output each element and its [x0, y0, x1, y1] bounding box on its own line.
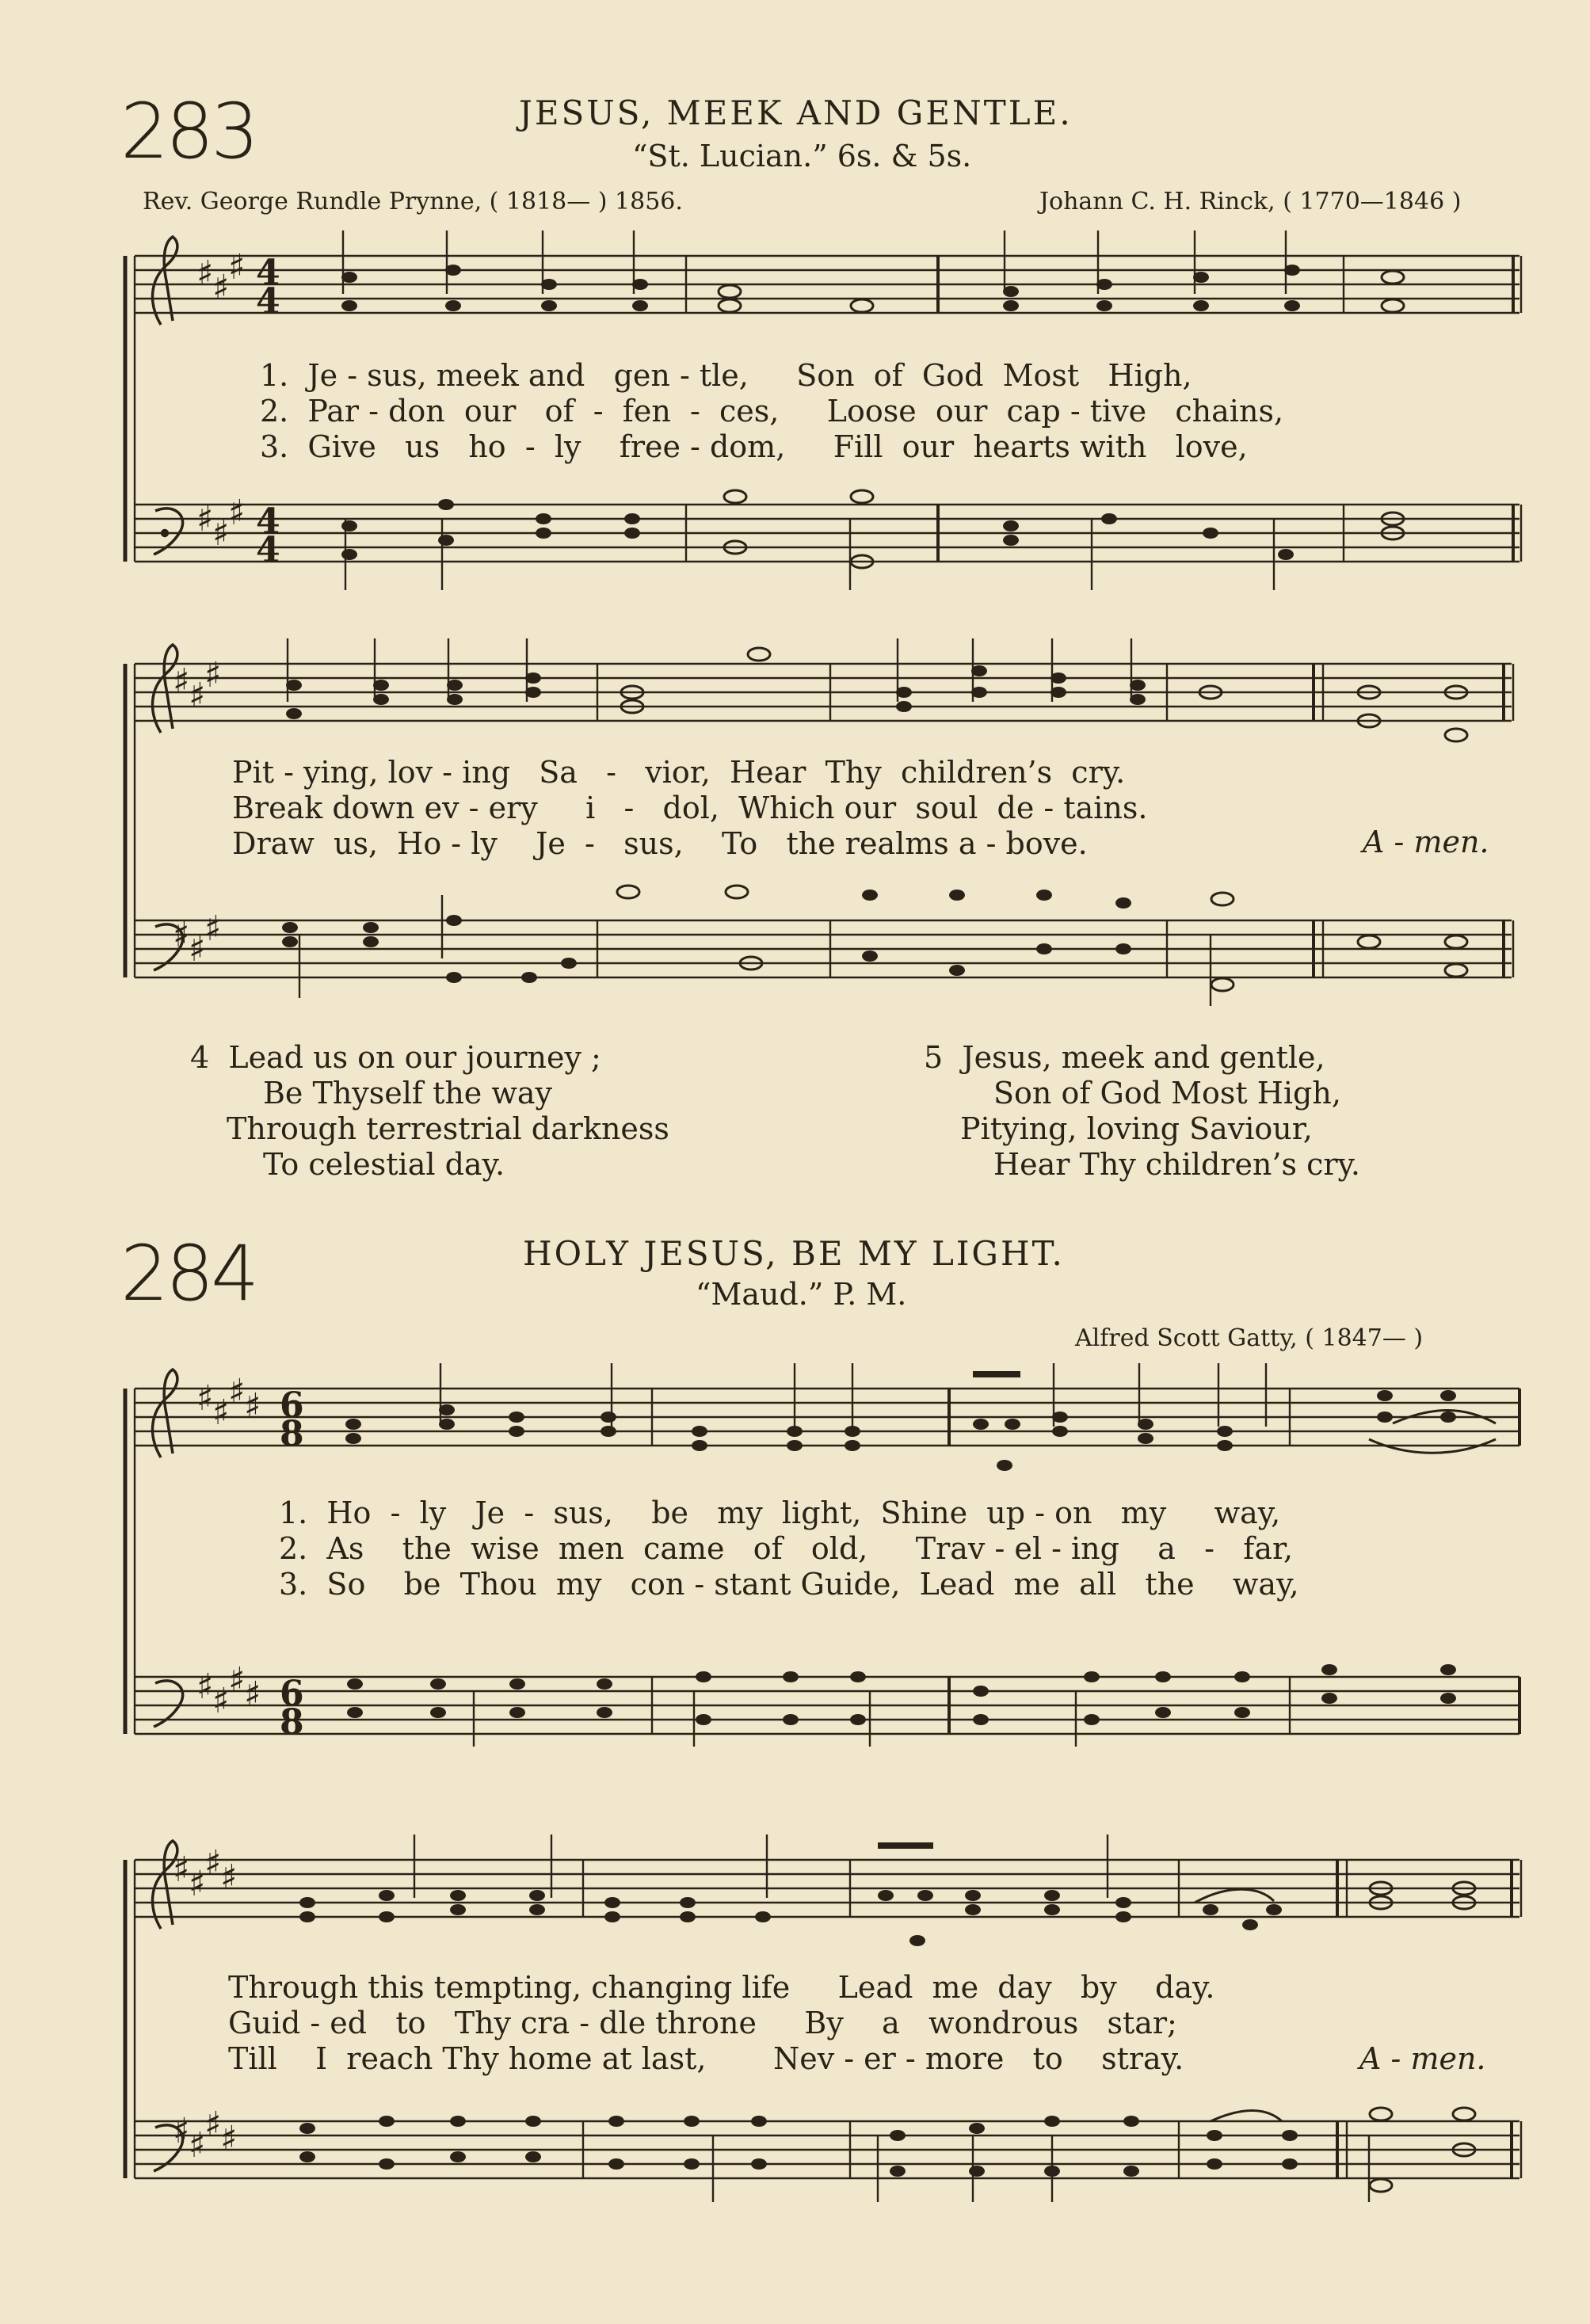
- lyric-line: Till I reach Thy home at last, Nev - er - more to stray.: [228, 2041, 1184, 2076]
- tune-name-284: “Maud.” P. M.: [696, 1277, 907, 1312]
- svg-text:♯: ♯: [196, 1667, 214, 1707]
- stanza-line: To celestial day.: [263, 1147, 505, 1182]
- svg-text:♯: ♯: [189, 2125, 206, 2166]
- svg-text:♯: ♯: [220, 2119, 238, 2159]
- svg-text:♯: ♯: [204, 655, 222, 695]
- stanza-line: Son of God Most High,: [993, 1076, 1341, 1111]
- amen-284: A - men.: [1359, 2041, 1486, 2076]
- lyric-line: Break down ev - ery i - dol, Which our soul de - tains.: [232, 791, 1148, 825]
- svg-text:8: 8: [280, 1702, 304, 1743]
- stanza-4: [190, 1040, 669, 1183]
- lyric-line: 3. So be Thou my con - stant Guide, Lead me all the way,: [279, 1567, 1299, 1602]
- svg-text:♯: ♯: [196, 253, 214, 294]
- svg-text:♯: ♯: [204, 909, 222, 949]
- lyrics-block-283-1: [260, 358, 1283, 465]
- lyric-line: 1. Je - sus, meek and gen - tle, Son of God Most High,: [260, 358, 1192, 393]
- svg-text:♯: ♯: [173, 661, 190, 702]
- lyric-line: 1. Ho - ly Je - sus, be my light, Shine up - on my way,: [279, 1495, 1281, 1530]
- svg-text:8: 8: [280, 1414, 304, 1454]
- svg-text:♯: ♯: [189, 676, 206, 716]
- svg-text:♯: ♯: [189, 1864, 206, 1904]
- svg-text:♯: ♯: [196, 499, 214, 539]
- svg-text:♯: ♯: [212, 1681, 230, 1721]
- amen-283: A - men.: [1363, 825, 1489, 859]
- hymn-number-284: 284: [120, 1229, 257, 1318]
- svg-text:4: 4: [256, 530, 280, 570]
- svg-text:4: 4: [256, 281, 280, 322]
- svg-text:♯: ♯: [244, 1674, 261, 1715]
- lyrics-block-284-2: [228, 1970, 1215, 2077]
- svg-text:♯: ♯: [204, 1843, 222, 1884]
- stanza-line: Pitying, loving Saviour,: [960, 1111, 1313, 1146]
- lyric-line: 3. Give us ho - ly free - dom, Fill our hearts with love,: [260, 429, 1248, 464]
- svg-text:♯: ♯: [173, 1850, 190, 1890]
- svg-text:♯: ♯: [189, 929, 206, 970]
- svg-text:♯: ♯: [212, 268, 230, 308]
- svg-text:♯: ♯: [196, 1378, 214, 1419]
- svg-text:♯: ♯: [212, 1392, 230, 1433]
- tune-name-283: “St. Lucian.” 6s. & 5s.: [632, 139, 972, 173]
- svg-text:♯: ♯: [220, 1857, 238, 1898]
- lyric-line: 2. Par - don our of - fen - ces, Loose our cap - tive chains,: [260, 394, 1284, 429]
- svg-text:♯: ♯: [204, 2105, 222, 2145]
- svg-text:4: 4: [256, 501, 280, 542]
- lyric-line: 2. As the wise men came of old, Trav - el - ing a - far,: [279, 1531, 1294, 1566]
- svg-text:6: 6: [280, 1674, 304, 1714]
- svg-text:♯: ♯: [228, 1660, 246, 1701]
- lyrics-block-284-1: [279, 1495, 1299, 1602]
- svg-text:♯: ♯: [212, 513, 230, 554]
- stanza-5: [924, 1040, 1360, 1183]
- lyric-line: Draw us, Ho - ly Je - sus, To the realms a - bove.: [232, 826, 1088, 861]
- hymn-title-284: HOLY JESUS, BE MY LIGHT.: [523, 1234, 1065, 1273]
- svg-text:6: 6: [280, 1385, 304, 1426]
- lyric-line: Pit - ying, lov - ing Sa - vior, Hear Thy children’s cry.: [232, 755, 1126, 790]
- stanza-line: 4 Lead us on our journey ;: [190, 1040, 601, 1075]
- lyrics-block-283-2: [232, 755, 1147, 862]
- lyric-line: Guid - ed to Thy cra - dle throne By a wondrous star;: [228, 2006, 1177, 2040]
- composer-credit-283: Johann C. H. Rinck, ( 1770—1846 ): [1039, 188, 1462, 215]
- stanza-line: Through terrestrial darkness: [227, 1111, 669, 1146]
- stanza-line: Hear Thy children’s cry.: [993, 1147, 1361, 1182]
- hymn-title-283: JESUS, MEEK AND GENTLE.: [519, 93, 1073, 132]
- svg-text:♯: ♯: [228, 493, 246, 533]
- svg-text:♯: ♯: [228, 247, 246, 288]
- svg-text:♯: ♯: [173, 915, 190, 955]
- svg-text:4: 4: [256, 253, 280, 293]
- stanza-line: 5 Jesus, meek and gentle,: [924, 1040, 1325, 1075]
- svg-text:♯: ♯: [228, 1372, 246, 1412]
- composer-credit-284: Alfred Scott Gatty, ( 1847— ): [1075, 1324, 1424, 1352]
- svg-text:♯: ♯: [244, 1386, 261, 1427]
- svg-text:♯: ♯: [173, 2111, 190, 2151]
- lyric-line: Through this tempting, changing life Lead me day by day.: [228, 1970, 1215, 2005]
- author-credit-283: Rev. George Rundle Prynne, ( 1818— ) 1856.: [143, 188, 683, 215]
- stanza-line: Be Thyself the way: [263, 1076, 553, 1111]
- hymn-number-283: 283: [120, 87, 257, 176]
